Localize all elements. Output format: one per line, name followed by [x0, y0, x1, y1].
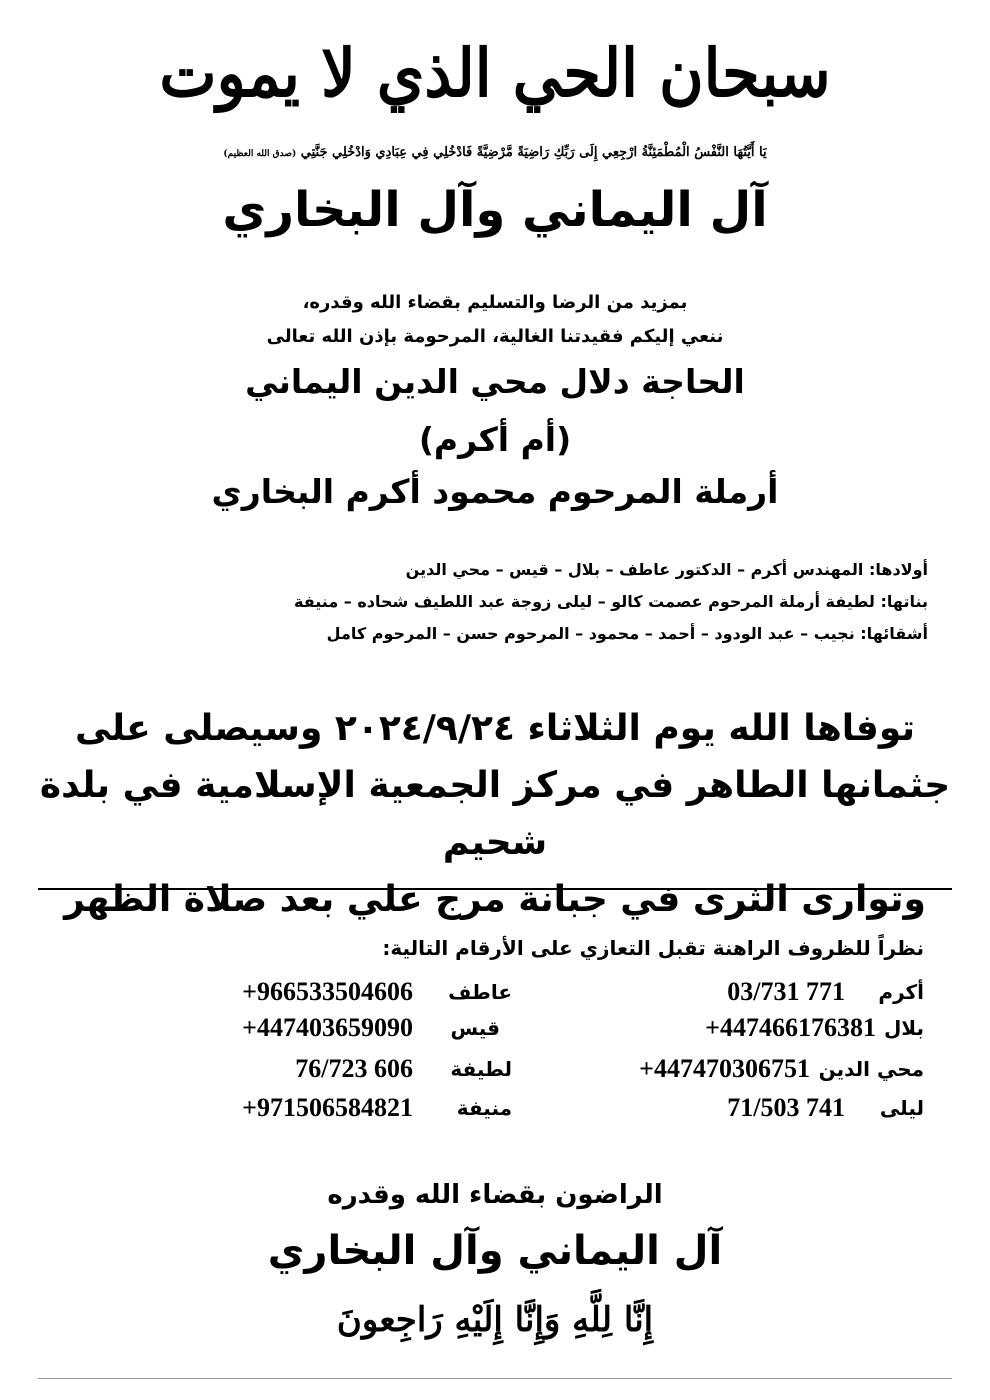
closing-verse: إِنَّا لِلَّهِ وَإِنَّا إِلَيْهِ رَاجِعونَ	[336, 1300, 654, 1340]
contact-number: 76/723 606	[295, 1054, 413, 1083]
death-notice-line-1: توفاها الله يوم الثلاثاء ٢٠٢٤/٩/٢٤ وسيصلى على	[75, 708, 915, 749]
deceased-kunya: (أم أكرم)	[418, 420, 572, 459]
contact-name: عاطف	[448, 980, 512, 1004]
siblings-list: نجيب – عبد الودود – أحمد – محمود – المرحوم حسن – المرحوم كامل	[326, 624, 855, 643]
closing-line-1: الراضون بقضاء الله وقدره	[327, 1180, 663, 1210]
contact-name: قيس	[450, 1016, 500, 1040]
contact-number: +971506584821	[242, 1093, 413, 1122]
deceased-widow-of: أرملة المرحوم محمود أكرم البخاري	[211, 472, 779, 511]
contact-number: +447403659090	[242, 1013, 413, 1042]
contact-name: ليلى	[879, 1096, 924, 1120]
contact-number: 03/731 771	[727, 977, 845, 1006]
death-notice-line-3: وتوارى الثرى في جبانة مرج علي بعد صلاة الظهر	[64, 879, 926, 920]
family-title: آل اليماني وآل البخاري	[222, 182, 768, 238]
quran-verse	[40, 145, 950, 160]
intro-line-1: بمزيد من الرضا والتسليم بقضاء الله وقدره،	[302, 292, 688, 313]
divider-bottom	[38, 1378, 952, 1379]
contact-name: لطيفة	[450, 1057, 512, 1081]
deceased-name: الحاجة دلال محي الدين اليماني	[245, 362, 745, 401]
relatives-sons	[406, 560, 928, 579]
verse-text: يَا أَيَّتُهَا النَّفْسُ الْمُطْمَئِنَّةُ ارْجِعِي إِلَى رَبِّكِ رَاضِيَةً مَّرْضِيَّةً فَادْخُلِي فِي عِبَادِي وَادْخُلِي جَنَّتِي	[300, 145, 767, 160]
verse-source: (صدق الله العظيم)	[223, 149, 297, 159]
header-calligraphy: سبحان الحي الذي لا يموت	[159, 34, 831, 112]
contact-number: 71/503 741	[727, 1093, 845, 1122]
relatives-daughters	[294, 592, 928, 611]
contact-name: منيفة	[456, 1096, 512, 1120]
contact-name: بلال	[883, 1016, 924, 1040]
contact-number: +447466176381	[705, 1013, 876, 1042]
contact-name: أكرم	[878, 980, 924, 1004]
daughters-list: لطيفة أرملة المرحوم عصمت كالو – ليلى زوجة عبد اللطيف شحاده – منيفة	[294, 592, 875, 611]
siblings-label: أشقائها:	[860, 624, 928, 643]
sons-list: المهندس أكرم – الدكتور عاطف – بلال – قيس – محي الدين	[405, 560, 864, 579]
intro-line-2: ننعي إليكم فقيدتنا الغالية، المرحومة بإذن الله تعالى	[266, 326, 724, 347]
sons-label: أولادها:	[868, 560, 928, 579]
death-notice	[30, 700, 960, 928]
condolences-intro: نظراً للظروف الراهنة تقبل التعازي على الأرقام التالية:	[382, 936, 924, 960]
contact-number: +447470306751	[639, 1054, 810, 1083]
death-notice-line-2: جثمانها الطاهر في مركز الجمعية الإسلامية في بلدة شحيم	[39, 765, 951, 863]
divider-top	[38, 888, 952, 890]
contact-number: +966533504606	[242, 977, 413, 1006]
contact-name: محي الدين	[818, 1057, 924, 1081]
closing-family: آل اليماني وآل البخاري	[267, 1228, 723, 1274]
relatives-siblings	[327, 624, 928, 643]
daughters-label: بناتها:	[880, 592, 928, 611]
